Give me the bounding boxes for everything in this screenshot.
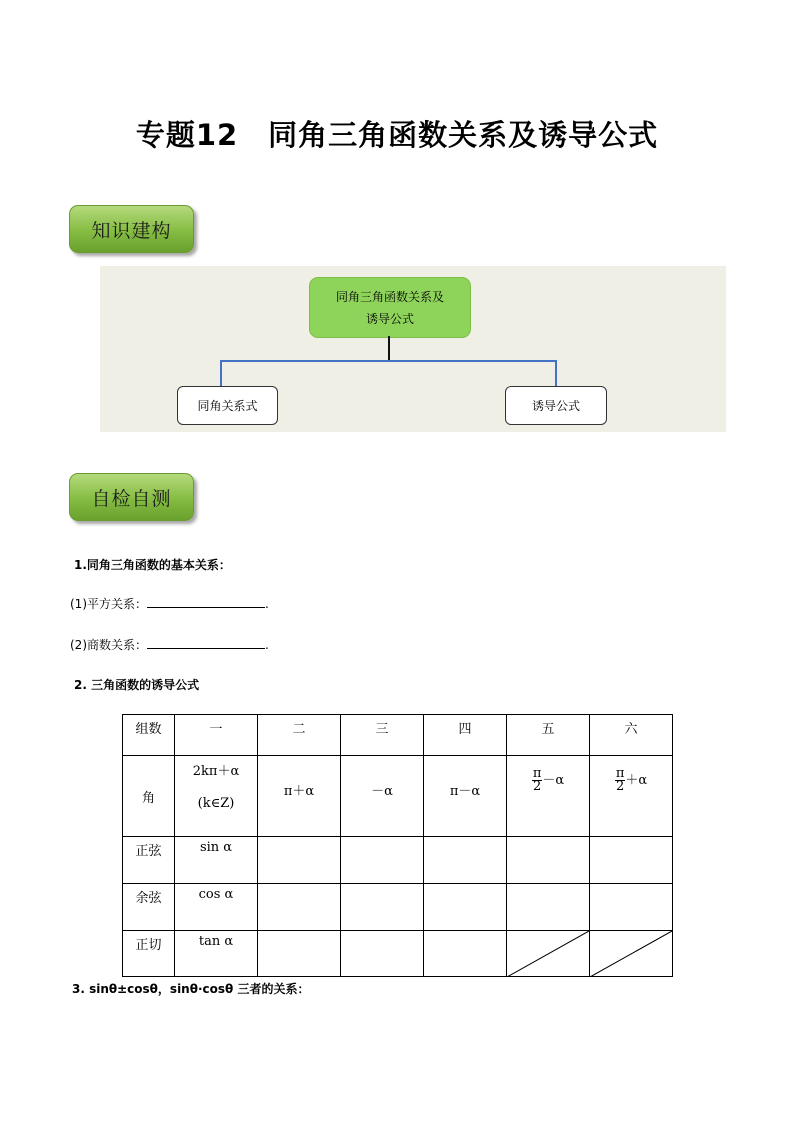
diagram-node-same-angle: 同角关系式 (177, 386, 278, 425)
diagram-root-node (309, 277, 471, 338)
table-row (123, 837, 673, 884)
table-header-cell: 四 (424, 715, 507, 756)
empty-cell (258, 884, 341, 931)
table-header-cell: 六 (590, 715, 673, 756)
empty-cell (341, 931, 424, 977)
diagram-root-line1: 同角三角函数关系及 (335, 289, 444, 304)
table-row-label: 正弦 (123, 837, 175, 884)
angle-cell (507, 756, 590, 837)
function-cell: tan α (175, 931, 258, 977)
question-1-sub1 (70, 595, 269, 612)
table-header-cell: 二 (258, 715, 341, 756)
table-header-cell: 五 (507, 715, 590, 756)
function-cell: cos α (175, 884, 258, 931)
empty-cell (424, 931, 507, 977)
diagonal-slash (507, 931, 589, 977)
question-1-sub2 (70, 636, 269, 653)
angle-cell (175, 756, 258, 837)
diagonal-cell (590, 931, 673, 977)
angle-cell (590, 756, 673, 837)
fraction-denominator: 2 (615, 779, 625, 794)
empty-cell (590, 837, 673, 884)
empty-cell (507, 837, 590, 884)
fraction-numerator: π (532, 766, 542, 781)
table-header-cell: 三 (341, 715, 424, 756)
question-3-heading: 3. sinθ±cosθ，sinθ·cosθ 三者的关系： (72, 982, 310, 996)
question-1-heading: 1.同角三角函数的基本关系： (74, 558, 231, 572)
page-title: 专题12 同角三角函数关系及诱导公式 (135, 118, 659, 152)
diagram-node-induction: 诱导公式 (505, 386, 607, 425)
sub1-period: . (265, 597, 269, 611)
empty-cell (341, 837, 424, 884)
angle-1-bottom: (k∈Z) (197, 796, 235, 811)
empty-cell (507, 884, 590, 931)
question-2-heading: 2. 三角函数的诱导公式 (74, 678, 200, 692)
empty-cell (590, 884, 673, 931)
knowledge-diagram (100, 266, 726, 432)
angle-1-top: 2kπ＋α (192, 764, 240, 779)
fraction-numerator: π (615, 766, 625, 781)
angle-cell: π－α (424, 756, 507, 837)
sub2-period: . (265, 638, 269, 652)
angle-cell: π＋α (258, 756, 341, 837)
diagonal-cell (507, 931, 590, 977)
section-tag-selfcheck: 自检自测 (69, 473, 194, 521)
diagram-connector-right (555, 360, 557, 386)
answer-blank-2 (147, 636, 265, 649)
section-tag-knowledge: 知识建构 (69, 205, 194, 253)
diagram-connector-bar (220, 360, 557, 362)
angle-cell: －α (341, 756, 424, 837)
fraction-denominator: 2 (532, 779, 542, 794)
table-row (123, 756, 673, 837)
diagonal-slash (590, 931, 672, 977)
table-row (123, 931, 673, 977)
table-row-label: 正切 (123, 931, 175, 977)
function-cell: sin α (175, 837, 258, 884)
diagram-connector-left (220, 360, 222, 386)
empty-cell (424, 837, 507, 884)
induction-formula-table (122, 714, 673, 977)
diagram-root-line2: 诱导公式 (365, 311, 414, 326)
answer-blank-1 (147, 595, 265, 608)
fraction (615, 768, 626, 793)
fraction (532, 768, 543, 793)
angle-5-rest: －α (542, 773, 565, 788)
diagram-connector-trunk (388, 336, 390, 361)
table-row (123, 884, 673, 931)
table-header-cell: 组数 (123, 715, 175, 756)
empty-cell (258, 931, 341, 977)
table-header-cell: 一 (175, 715, 258, 756)
empty-cell (258, 837, 341, 884)
empty-cell (341, 884, 424, 931)
table-row (123, 715, 673, 756)
sub2-label: (2)商数关系： (70, 638, 147, 652)
table-row-label: 角 (123, 756, 175, 837)
sub1-label: (1)平方关系： (70, 597, 147, 611)
angle-6-rest: ＋α (625, 773, 648, 788)
table-row-label: 余弦 (123, 884, 175, 931)
empty-cell (424, 884, 507, 931)
